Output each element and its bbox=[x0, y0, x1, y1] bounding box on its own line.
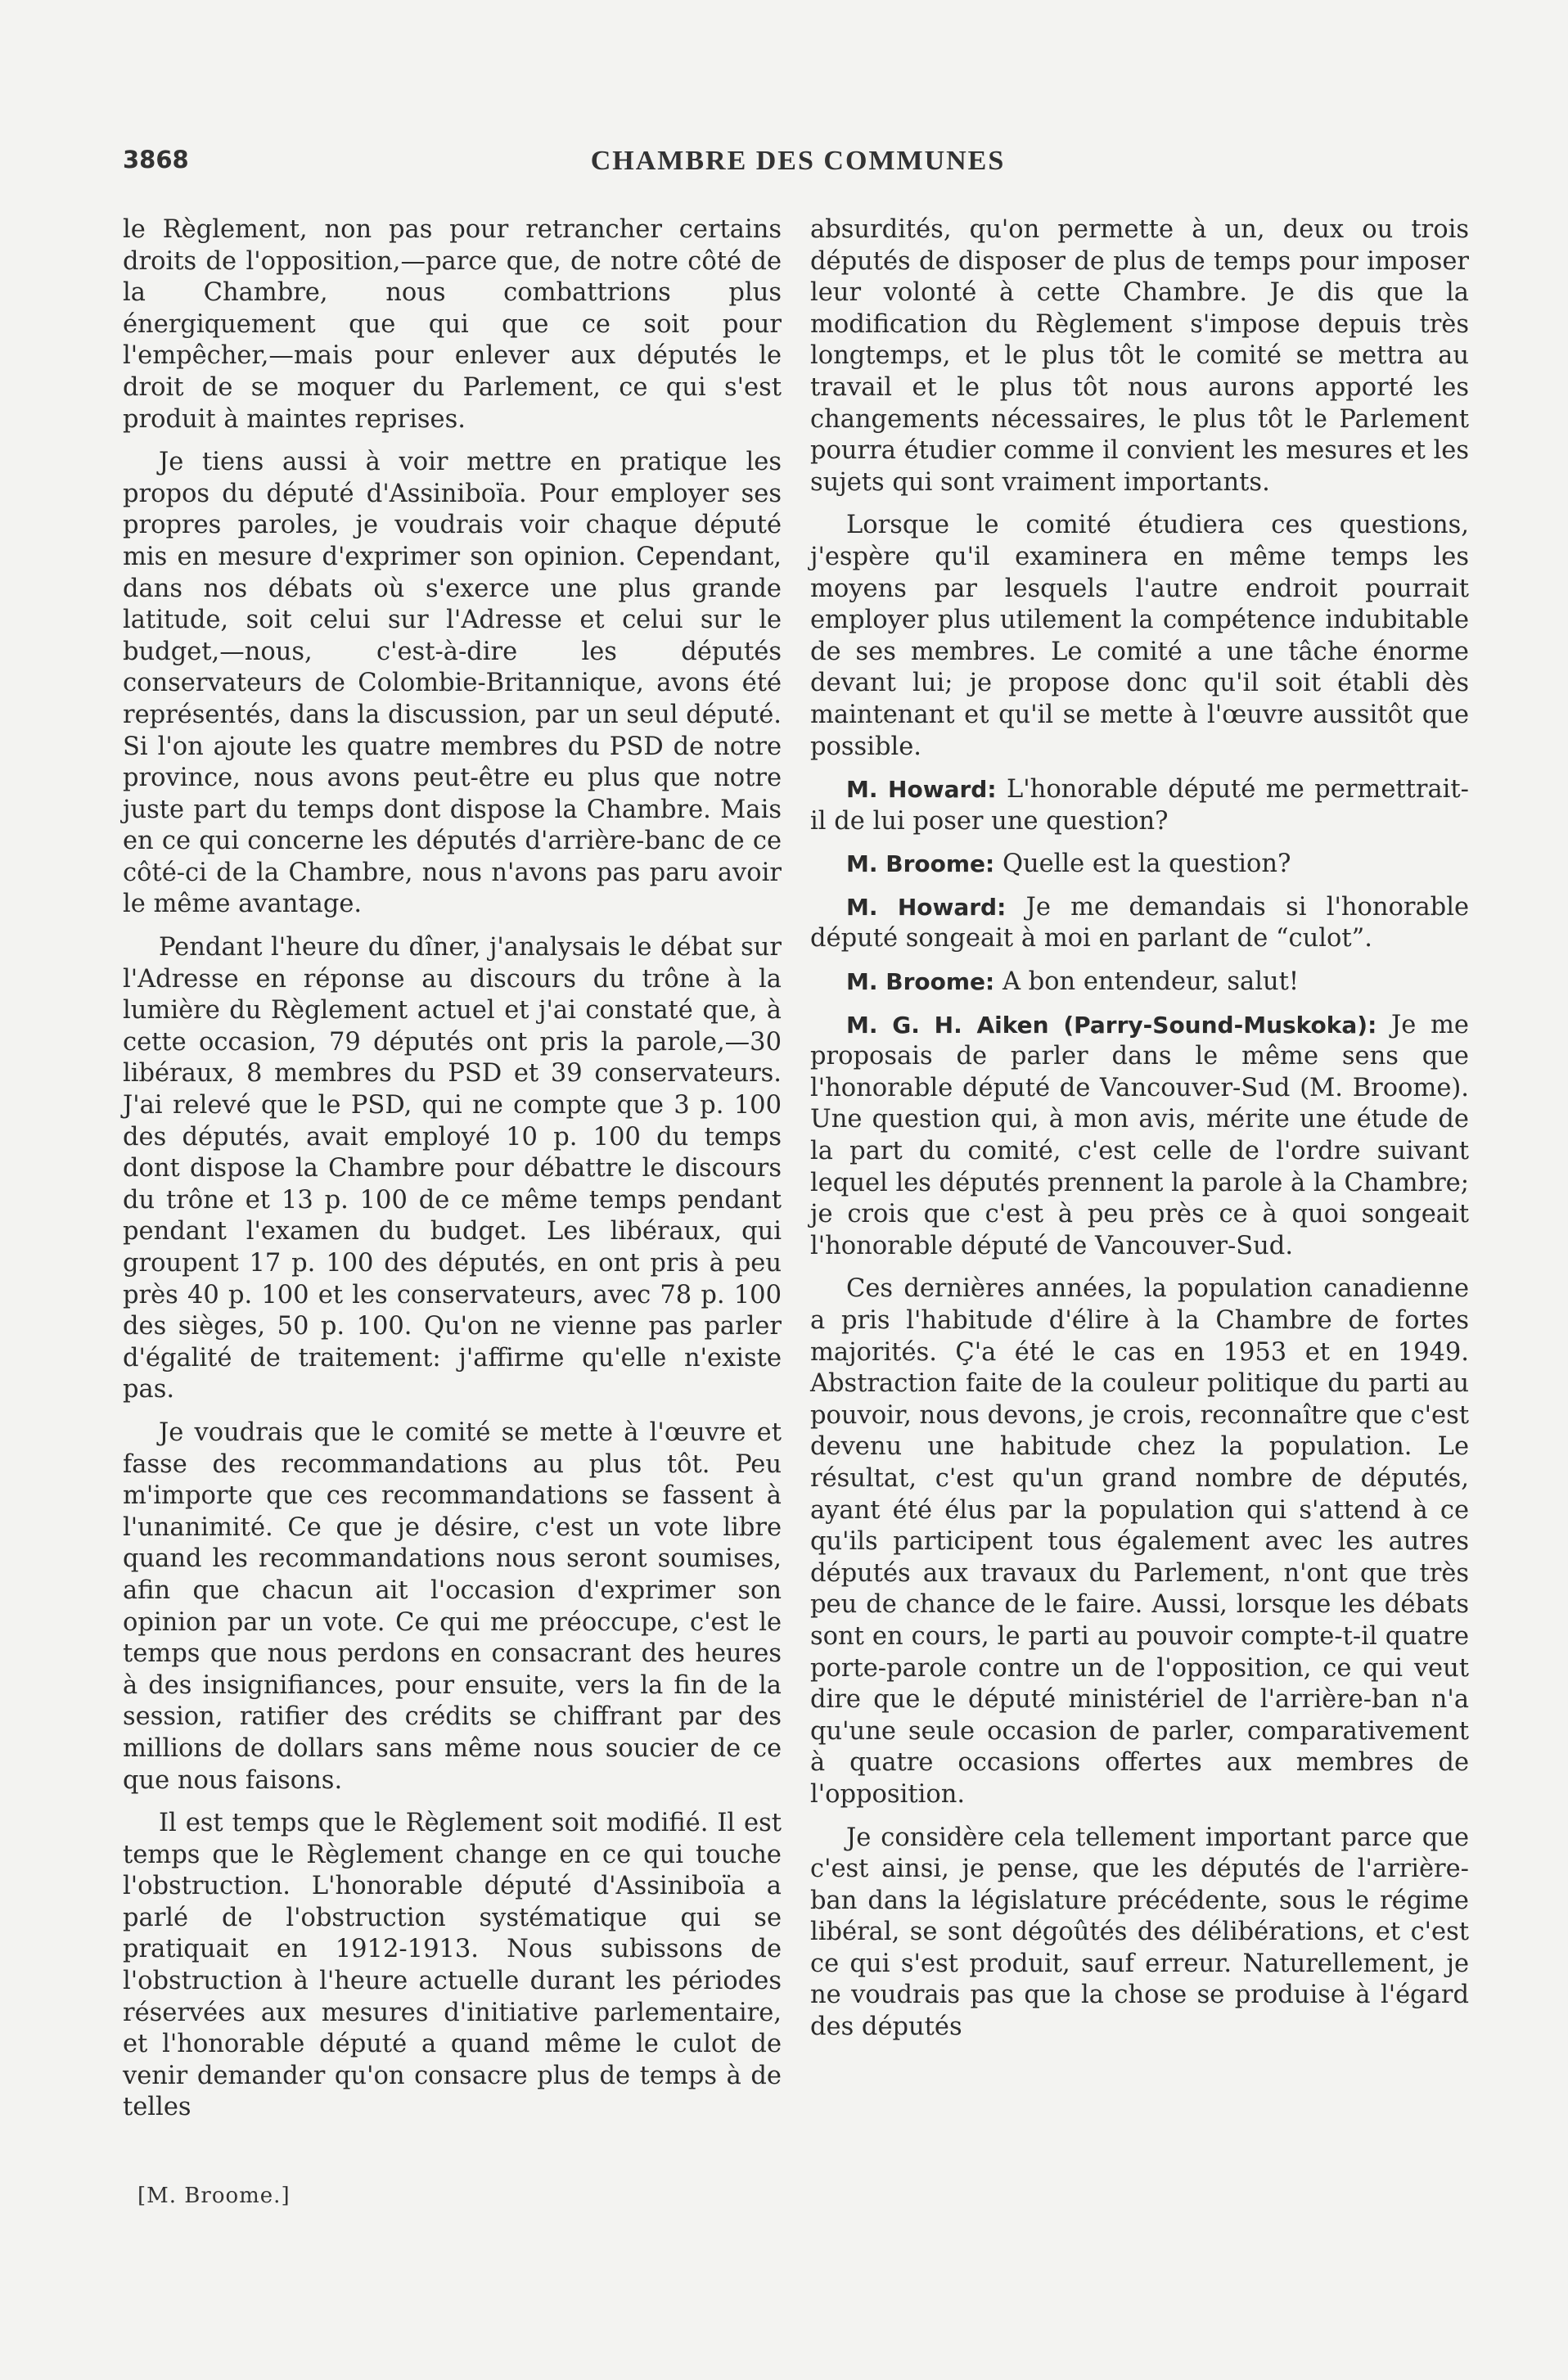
paragraph-text: Je considère cela tellement important parce que c'est ainsi, je pense, que les députés de l'arrière-ban dans la législature précédente, sous le régime libéral, se sont dégoûtés des délibérations, et c'est ce qui s'est produit, sauf erreur. Naturellement, je ne voudrais pas que la chose se produise à l'égard des députés bbox=[810, 1823, 1469, 2042]
paragraph bbox=[810, 214, 1469, 498]
paragraph-text: L'honorable député me permettrait-il de lui poser une question? bbox=[810, 775, 1469, 836]
paragraph bbox=[810, 967, 1469, 998]
paragraph bbox=[810, 1823, 1469, 2044]
paragraph-text: Ces dernières années, la population canadienne a pris l'habitude d'élire à la Chambre de fortes majorités. Ç'a été le cas en 1953 et en 1949. Abstraction faite de la couleur politique du parti au pouvoir, nous devons, je crois, reconnaître que c'est devenu une habitude chez la population. Le résultat, c'est qu'un grand nombre de députés, ayant été élus par la population qui s'attend à ce qu'ils participent tous également avec les autres députés aux travaux du Parlement, n'ont que très peu de chance de le faire. Aussi, lorsque les débats sont en cours, le parti au pouvoir compte-t-il quatre porte-parole contre un de l'opposition, ce qui veut dire que le député ministériel de l'arrière-ban n'a qu'une seule occasion de parler, comparativement à quatre occasions offertes aux membres de l'opposition. bbox=[810, 1274, 1469, 1809]
paragraph bbox=[810, 892, 1469, 955]
page-number: 3868 bbox=[123, 146, 189, 174]
paragraph-text: Quelle est la question? bbox=[1002, 850, 1291, 879]
paragraph bbox=[123, 932, 782, 1406]
paragraph bbox=[810, 849, 1469, 881]
left-column bbox=[123, 214, 782, 2135]
paragraph bbox=[123, 1808, 782, 2124]
speaker-name: M. Broome: bbox=[846, 850, 995, 878]
paragraph-text: Lorsque le comité étudiera ces questions, j'espère qu'il examinera en même temps les moyens par lesquels l'autre endroit pourrait employer plus utilement la compétence indubitable de ses membres. Le comité a une tâche énorme devant lui; je propose donc qu'il soit établi dès maintenant et qu'il se mette à l'œuvre aussitôt que possible. bbox=[810, 511, 1469, 761]
speaker-name: M. Howard: bbox=[846, 893, 1007, 921]
paragraph bbox=[123, 447, 782, 921]
paragraph bbox=[810, 1273, 1469, 1810]
paragraph-text: Pendant l'heure du dîner, j'analysais le débat sur l'Adresse en réponse au discours du trône à la lumière du Règlement actuel et j'ai constaté que, à cette occasion, 79 députés ont pris la parole,—30 libéraux, 8 membres du PSD et 39 conservateurs. J'ai relevé que le PSD, qui ne compte que 3 p. 100 des députés, avait employé 10 p. 100 du temps dont dispose la Chambre pour débattre le discours du trône et 13 p. 100 de ce même temps pendant pendant l'examen du budget. Les libéraux, qui groupent 17 p. 100 des députés, en ont pris à peu près 40 p. 100 et les conservateurs, avec 78 p. 100 des sièges, 50 p. 100. Qu'on ne vienne pas parler d'égalité de traitement: j'affirme qu'elle n'existe pas. bbox=[123, 933, 782, 1404]
paragraph-text: A bon entendeur, salut! bbox=[1002, 967, 1300, 997]
paragraph bbox=[810, 774, 1469, 837]
paragraph-text: Je me proposais de parler dans le même sens que l'honorable député de Vancouver-Sud (M. Broome). Une question qui, à mon avis, mérite une étude de la part du comité, c'est celle de l'ordre suivant lequel les députés prennent la parole à la Chambre; je crois que c'est à peu près ce à quoi songeait l'honorable député de Vancouver-Sud. bbox=[810, 1010, 1469, 1260]
paragraph bbox=[123, 214, 782, 435]
paragraph bbox=[810, 510, 1469, 763]
paragraph bbox=[123, 1418, 782, 1796]
paragraph-text: Je voudrais que le comité se mette à l'œuvre et fasse des recommandations au plus tôt. Peu m'importe que ces recommandations se fassent à l'unanimité. Ce que je désire, c'est un vote libre quand les recommandations nous seront soumises, afin que chacun ait l'occasion d'exprimer son opinion par un vote. Ce qui me préoccupe, c'est le temps que nous perdons en consacrant des heures à des insignifiances, pour ensuite, vers la fin de la session, ratifier des crédits se chiffrant par des millions de dollars sans même nous soucier de ce que nous faisons. bbox=[123, 1418, 782, 1795]
paragraph-text: absurdités, qu'on permette à un, deux ou trois députés de disposer de plus de temps pour imposer leur volonté à cette Chambre. Je dis que la modification du Règlement s'impose depuis très longtemps, et le plus tôt le comité se mettra au travail et le plus tôt nous aurons apporté les changements nécessaires, le plus tôt le Parlement pourra étudier comme il convient les mesures et les sujets qui sont vraiment importants. bbox=[810, 215, 1469, 497]
page-header bbox=[123, 146, 1473, 185]
paragraph-text: Je me demandais si l'honorable député songeait à moi en parlant de “culot”. bbox=[810, 892, 1470, 953]
footer-speaker-note: [M. Broome.] bbox=[137, 2184, 291, 2208]
running-head: CHAMBRE DES COMMUNES bbox=[590, 146, 1006, 176]
speaker-name: M. G. H. Aiken (Parry-Sound-Muskoka): bbox=[846, 1011, 1377, 1039]
paragraph bbox=[810, 1010, 1469, 1263]
speaker-name: M. Broome: bbox=[846, 968, 995, 996]
right-column bbox=[810, 214, 1469, 2055]
paragraph-text: Il est temps que le Règlement soit modifié. Il est temps que le Règlement change en ce qui touche l'obstruction. L'honorable député d'Assiniboïa a parlé de l'obstruction systématique qui se pratiquait en 1912-1913. Nous subissons de l'obstruction à l'heure actuelle durant les périodes réservées aux mesures d'initiative parlementaire, et l'honorable député a quand même le culot de venir demander qu'on consacre plus de temps à de telles bbox=[123, 1809, 782, 2122]
paragraph-text: le Règlement, non pas pour retrancher certains droits de l'opposition,—parce que, de notre côté de la Chambre, nous combattrions plus énergiquement que qui que ce soit pour l'empêcher,—mais pour enlever aux députés le droit de se moquer du Parlement, ce qui s'est produit à maintes reprises. bbox=[123, 215, 782, 434]
speaker-name: M. Howard: bbox=[846, 776, 997, 804]
paragraph-text: Je tiens aussi à voir mettre en pratique les propos du député d'Assiniboïa. Pour employer ses propres paroles, je voudrais voir chaque député mis en mesure d'exprimer son opinion. Cependant, dans nos débats où s'exerce une plus grande latitude, soit celui sur l'Adresse et celui sur le budget,—nous, c'est-à-dire les députés conservateurs de Colombie-Britannique, avons été représentés, dans la discussion, par un seul député. Si l'on ajoute les quatre membres du PSD de notre province, nous avons peut-être eu plus que notre juste part du temps dont dispose la Chambre. Mais en ce qui concerne les députés d'arrière-banc de ce côté-ci de la Chambre, nous n'avons pas paru avoir le même avantage. bbox=[123, 448, 782, 919]
